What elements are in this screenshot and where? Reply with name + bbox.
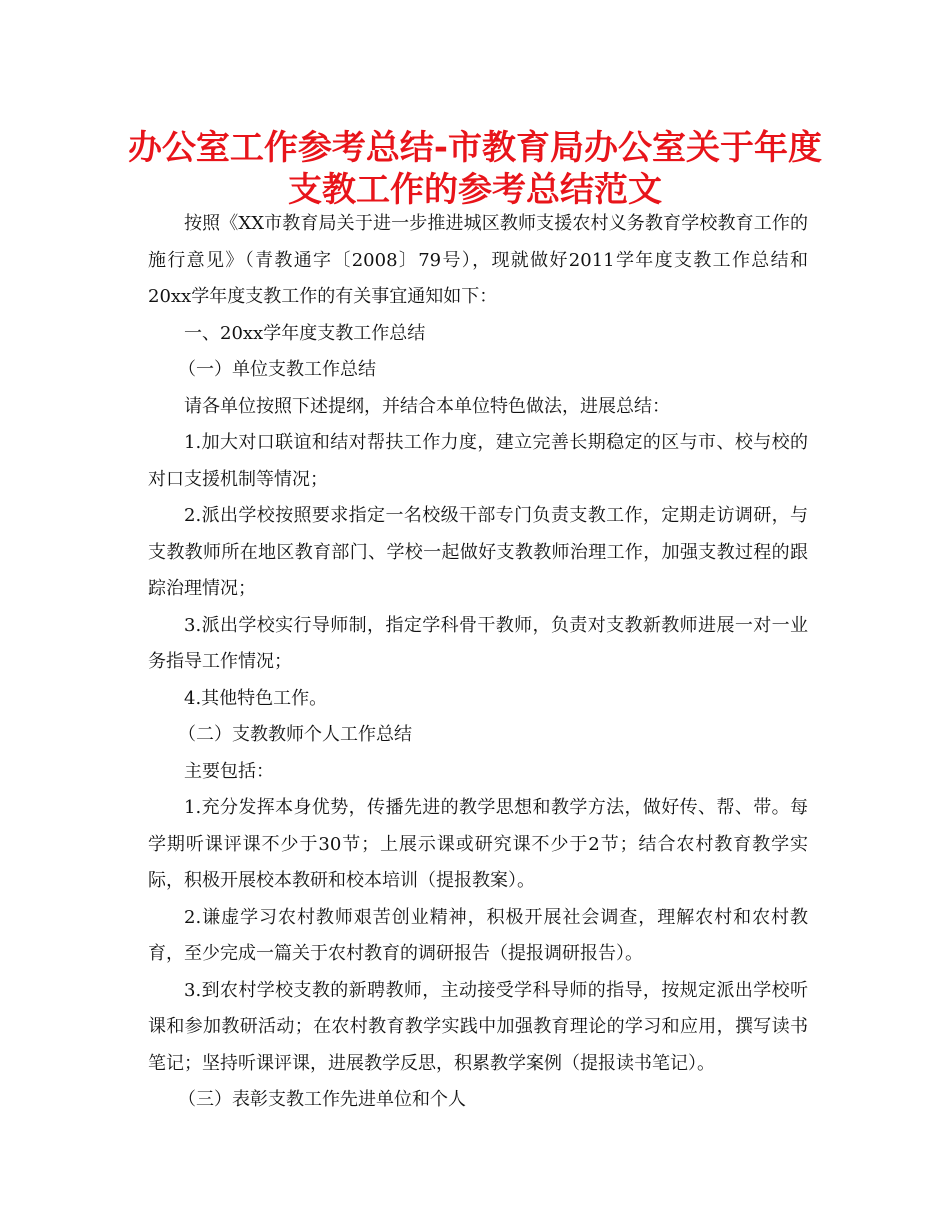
list-item: 1.充分发挥本身优势，传播先进的教学思想和教学方法，做好传、帮、带。每学期听课评课不少于30节；上展示课或研究课不少于2节；结合农村教育教学实际，积极开展校本教研和校本培训（提报教案）。	[148, 797, 808, 891]
list-item: 2.派出学校按照要求指定一名校级干部专门负责支教工作，定期走访调研，与支教教师所在地区教育部门、学校一起做好支教教师治理工作，加强支教过程的跟踪治理情况；	[148, 505, 808, 599]
list-item: 3.到农村学校支教的新聘教师，主动接受学科导师的指导，按规定派出学校听课和参加教研活动；在农村教育教学实践中加强教育理论的学习和应用，撰写读书笔记；坚持听课评课，进展教学反思，积累教学案例（提报读书笔记）。	[148, 979, 808, 1074]
paragraph: 请各单位按照下述提纲，并结合本单位特色做法，进展总结：	[184, 395, 670, 417]
list-item: 4.其他特色工作。	[184, 687, 328, 709]
list-item: 1.加大对口联谊和结对帮扶工作力度，建立完善长期稳定的区与市、校与校的对口支援机制等情况；	[148, 432, 808, 490]
document-title-line-1: 办公室工作参考总结-市教育局办公室关于年度	[127, 128, 823, 168]
subsection-heading-1: （一）单位支教工作总结	[178, 359, 376, 380]
list-item: 3.派出学校实行导师制，指定学科骨干教师，负责对支教新教师进展一对一业务指导工作情况；	[148, 614, 808, 672]
subsection-heading-2: （二）支教教师个人工作总结	[178, 724, 412, 745]
document-title-line-2: 支教工作的参考总结范文	[288, 170, 662, 210]
section-heading-1: 一、20xx学年度支教工作总结	[184, 322, 426, 344]
paragraph-intro: 按照《XX市教育局关于进一步推进城区教师支援农村义务教育学校教育工作的施行意见》（青教通字〔2008〕79号），现就做好2011学年度支教工作总结和20xx学年度支教工作的有关事宜通知如下：	[148, 213, 808, 307]
subsection-heading-3: （三）表彰支教工作先进单位和个人	[178, 1089, 466, 1110]
list-item: 2.谦虚学习农村教师艰苦创业精神，积极开展社会调查，理解农村和农村教育，至少完成一篇关于农村教育的调研报告（提报调研报告）。	[148, 906, 808, 964]
paragraph: 主要包括：	[184, 760, 274, 782]
document-body	[148, 206, 808, 1119]
